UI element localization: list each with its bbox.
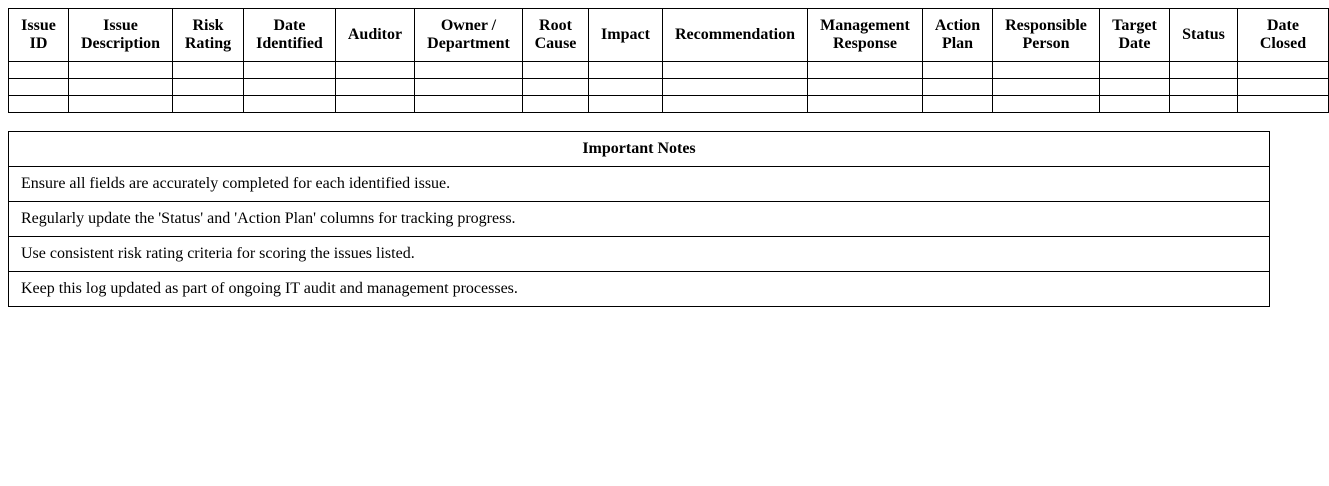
issue-log-body (9, 62, 1329, 113)
column-header-text: Root (539, 17, 572, 34)
column-header (244, 9, 336, 62)
column-header (993, 9, 1100, 62)
table-cell[interactable] (415, 79, 523, 96)
table-cell[interactable] (415, 62, 523, 79)
column-header-text: Management (820, 17, 910, 34)
column-header (808, 9, 923, 62)
column-header-text: Target (1112, 17, 1157, 34)
column-header-text: ID (29, 35, 48, 52)
table-cell[interactable] (1100, 62, 1170, 79)
table-cell[interactable] (923, 62, 993, 79)
issue-log-table (8, 8, 1329, 113)
table-cell[interactable] (663, 62, 808, 79)
column-header-text: Response (832, 35, 897, 52)
table-cell[interactable] (589, 96, 663, 113)
column-header-text: Responsible (1005, 17, 1087, 34)
column-header-text: Department (427, 35, 510, 52)
table-cell[interactable] (663, 96, 808, 113)
table-cell[interactable] (663, 79, 808, 96)
table-cell[interactable] (808, 79, 923, 96)
table-cell[interactable] (1170, 62, 1238, 79)
table-row (9, 62, 1329, 79)
note-row (9, 202, 1270, 237)
table-cell[interactable] (993, 62, 1100, 79)
table-cell[interactable] (589, 79, 663, 96)
table-cell[interactable] (1238, 96, 1329, 113)
table-cell[interactable] (336, 96, 415, 113)
table-cell[interactable] (173, 96, 244, 113)
column-header (415, 9, 523, 62)
table-cell[interactable] (523, 79, 589, 96)
column-header-text: Date (1267, 17, 1299, 34)
table-row (9, 96, 1329, 113)
table-cell[interactable] (9, 79, 69, 96)
column-header-text: Plan (941, 35, 974, 52)
table-cell[interactable] (173, 62, 244, 79)
column-header-text: Owner / (440, 17, 497, 34)
table-cell[interactable] (808, 62, 923, 79)
note-item: Regularly update the 'Status' and 'Action Plan' columns for tracking progress. (9, 202, 1270, 237)
column-header-text: Cause (534, 35, 577, 52)
column-header-text: Identified (256, 35, 323, 52)
notes-header-row (9, 132, 1270, 167)
table-cell[interactable] (1238, 62, 1329, 79)
note-item: Use consistent risk rating criteria for scoring the issues listed. (9, 237, 1270, 272)
table-cell[interactable] (523, 62, 589, 79)
table-cell[interactable] (244, 96, 336, 113)
column-header (923, 9, 993, 62)
column-header-text: Closed (1259, 35, 1307, 52)
table-cell[interactable] (244, 62, 336, 79)
table-cell[interactable] (69, 79, 173, 96)
table-cell[interactable] (1238, 79, 1329, 96)
notes-table (8, 131, 1270, 307)
column-header (69, 9, 173, 62)
table-cell[interactable] (993, 96, 1100, 113)
column-header (173, 9, 244, 62)
column-header-text: Issue (103, 17, 138, 34)
column-header (589, 9, 663, 62)
note-item: Ensure all fields are accurately completed for each identified issue. (9, 167, 1270, 202)
notes-title: Important Notes (9, 132, 1270, 167)
table-cell[interactable] (923, 79, 993, 96)
note-row (9, 272, 1270, 307)
column-header-text: Issue (21, 17, 56, 34)
table-cell[interactable] (993, 79, 1100, 96)
column-header-text: Date (273, 17, 306, 34)
column-header-text: Auditor (347, 26, 403, 43)
column-header-text: Risk (192, 17, 224, 34)
table-cell[interactable] (523, 96, 589, 113)
table-cell[interactable] (336, 62, 415, 79)
note-row (9, 237, 1270, 272)
table-cell[interactable] (9, 62, 69, 79)
column-header-text: Action (934, 17, 981, 34)
note-row (9, 167, 1270, 202)
issue-log-container (8, 8, 1328, 113)
table-cell[interactable] (69, 62, 173, 79)
table-cell[interactable] (1100, 79, 1170, 96)
column-header-text: Recommendation (675, 26, 795, 43)
column-header (1100, 9, 1170, 62)
table-cell[interactable] (1170, 96, 1238, 113)
column-header (9, 9, 69, 62)
column-header-text: Person (1022, 35, 1070, 52)
column-header (523, 9, 589, 62)
table-cell[interactable] (9, 96, 69, 113)
table-row (9, 79, 1329, 96)
table-cell[interactable] (336, 79, 415, 96)
column-header-text: Status (1182, 26, 1225, 43)
table-cell[interactable] (244, 79, 336, 96)
table-cell[interactable] (69, 96, 173, 113)
column-header-text: Description (80, 35, 161, 52)
column-header-text: Date (1118, 35, 1151, 52)
table-cell[interactable] (1170, 79, 1238, 96)
table-cell[interactable] (1100, 96, 1170, 113)
table-cell[interactable] (415, 96, 523, 113)
table-cell[interactable] (589, 62, 663, 79)
table-cell[interactable] (923, 96, 993, 113)
column-header (1238, 9, 1329, 62)
issue-log-header-row (9, 9, 1329, 62)
column-header (663, 9, 808, 62)
notes-container (8, 131, 1270, 307)
column-header-text: Rating (184, 35, 232, 52)
column-header-text: Impact (601, 26, 650, 43)
table-cell[interactable] (173, 79, 244, 96)
table-cell[interactable] (808, 96, 923, 113)
column-header (1170, 9, 1238, 62)
column-header (336, 9, 415, 62)
note-item: Keep this log updated as part of ongoing IT audit and management processes. (9, 272, 1270, 307)
